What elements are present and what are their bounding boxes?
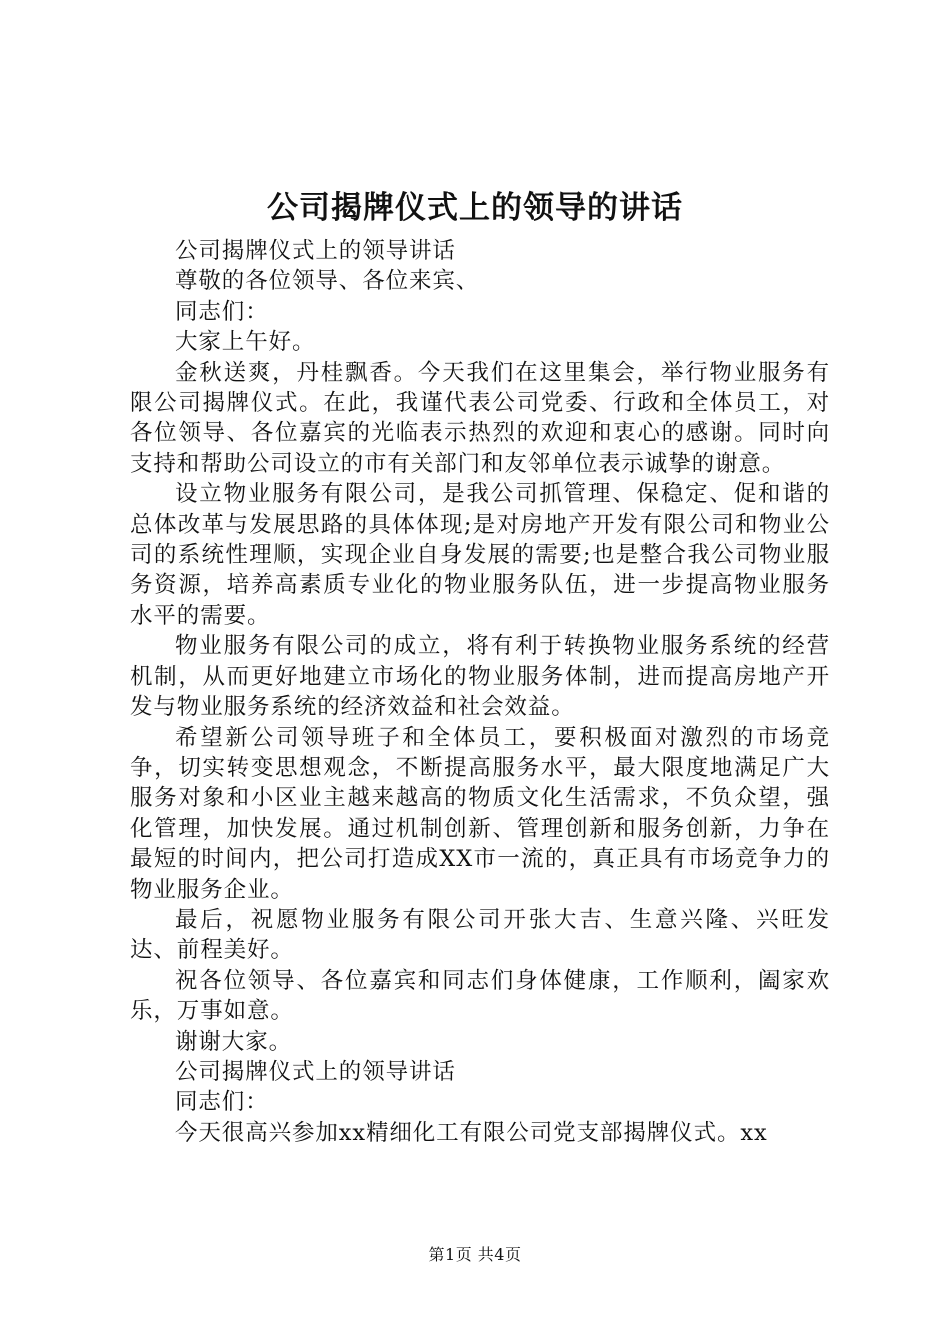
paragraph-body: 祝各位领导、各位嘉宾和同志们身体健康，工作顺利，阖家欢乐，万事如意。 <box>130 967 830 1025</box>
paragraph-second-heading: 公司揭牌仪式上的领导讲话 <box>175 1058 456 1085</box>
document-body <box>130 236 830 1148</box>
paragraph-second-salutation: 同志们： <box>175 1089 269 1116</box>
paragraph-body: 设立物业服务有限公司，是我公司抓管理、保稳定、促和谐的总体改革与发展思路的具体体现;是对房地产开发有限公司和物业公司的系统性理顺，实现企业自身发展的需要;也是整合我公司物业服务资源，培养高素质专业化的物业服务队伍，进一步提高物业服务水平的需要。 <box>130 481 830 629</box>
paragraph-heading: 公司揭牌仪式上的领导讲话 <box>175 238 456 264</box>
paragraph-body: 希望新公司领导班子和全体员工，要积极面对激烈的市场竞争，切实转变思想观念，不断提高服务水平，最大限度地满足广大服务对象和小区业主越来越高的物质文化生活需求，不负众望，强化管理，加快发展。通过机制创新、管理创新和服务创新，力争在最短的时间内，把公司打造成XX市一流的，真正具有市场竞争力的物业服务企业。 <box>130 724 830 903</box>
paragraph-salutation: 尊敬的各位领导、各位来宾、 <box>175 268 480 295</box>
page-number-footer: 第1页 共4页 <box>428 1245 522 1264</box>
paragraph-salutation-comrades: 同志们： <box>175 298 269 325</box>
document-title: 公司揭牌仪式上的领导的讲话 <box>267 190 683 226</box>
paragraph-body: 物业服务有限公司的成立，将有利于转换物业服务系统的经营机制，从而更好地建立市场化的物业服务体制，进而提高房地产开发与物业服务系统的经济效益和社会效益。 <box>130 633 830 721</box>
paragraph-body: 金秋送爽，丹桂飘香。今天我们在这里集会，举行物业服务有限公司揭牌仪式。在此，我谨代表公司党委、行政和全体员工，对各位领导、各位嘉宾的光临表示热烈的欢迎和衷心的感谢。同时向支持和帮助公司设立的市有关部门和友邻单位表示诚挚的谢意。 <box>130 359 830 477</box>
paragraph-greeting: 大家上午好。 <box>175 329 316 356</box>
paragraph-body: 最后，祝愿物业服务有限公司开张大吉、生意兴隆、兴旺发达、前程美好。 <box>130 906 830 964</box>
paragraph-body: 今天很高兴参加xx精细化工有限公司党支部揭牌仪式。xx <box>175 1119 768 1146</box>
paragraph-closing: 谢谢大家。 <box>175 1028 293 1055</box>
